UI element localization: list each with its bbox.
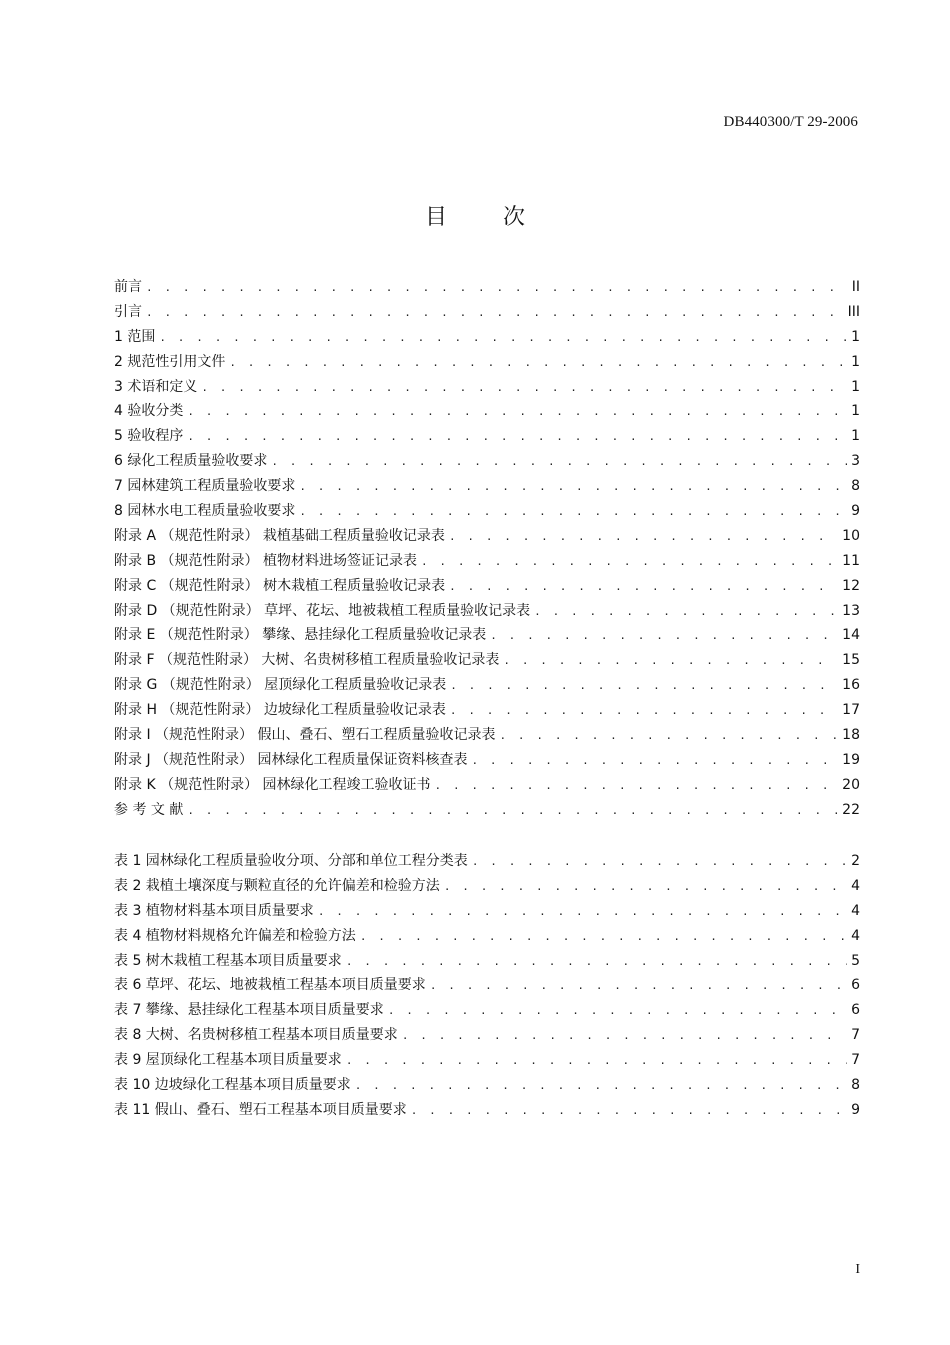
toc-entry-label: 6 绿化工程质量验收要求 [114, 453, 268, 470]
dot-leader [271, 450, 847, 475]
toc-entry[interactable] [114, 350, 860, 375]
table-entry-page: 2 [851, 853, 860, 869]
toc-entry-page: 1 [851, 428, 860, 445]
toc-entry[interactable] [114, 748, 860, 773]
table-entry[interactable] [114, 1023, 860, 1048]
toc-entry-page: 1 [851, 353, 860, 370]
table-entry[interactable] [114, 849, 860, 874]
table-entry-label: 表 1 园林绿化工程质量验收分项、分部和单位工程分类表 [114, 853, 468, 869]
toc-entry[interactable] [114, 648, 860, 673]
toc-entry[interactable] [114, 300, 860, 325]
toc-entry[interactable] [114, 424, 860, 449]
toc-entry-label: 附录 B （规范性附录） 植物材料进场签证记录表 [114, 552, 417, 569]
toc-entry[interactable] [114, 375, 860, 400]
table-entry-label: 表 7 攀缘、悬挂绿化工程基本项目质量要求 [114, 1002, 384, 1019]
table-of-contents [114, 275, 860, 823]
dot-leader [503, 649, 838, 674]
toc-entry-page: III [847, 303, 860, 320]
table-entry[interactable] [114, 1073, 860, 1098]
table-entry[interactable] [114, 949, 860, 974]
table-entry-page: 7 [851, 1027, 860, 1044]
toc-entry-page: 1 [851, 403, 860, 420]
table-entry-page: 4 [851, 927, 860, 944]
table-entry-page: 4 [851, 877, 860, 894]
table-entry-label: 表 4 植物材料规格允许偏差和检验方法 [114, 927, 356, 944]
toc-entry-label: 附录 G （规范性附录） 屋顶绿化工程质量验收记录表 [114, 677, 447, 694]
dot-leader [346, 950, 847, 975]
table-entry-page: 7 [851, 1052, 860, 1069]
toc-entry-label: 3 术语和定义 [114, 378, 198, 395]
toc-entry-label: 附录 H （规范性附录） 边坡绿化工程质量验收记录表 [114, 702, 446, 719]
toc-entry-label: 2 规范性引用文件 [114, 353, 226, 370]
table-entry[interactable] [114, 899, 860, 924]
toc-entry-label: 5 验收程序 [114, 428, 184, 445]
dot-leader [388, 999, 847, 1024]
toc-entry[interactable] [114, 399, 860, 424]
toc-entry[interactable] [114, 549, 860, 574]
toc-entry[interactable] [114, 623, 860, 648]
toc-entry-page: 10 [842, 527, 860, 544]
table-entry-label: 表 5 树木栽植工程基本项目质量要求 [114, 952, 342, 969]
table-entry-label: 表 10 边坡绿化工程基本项目质量要求 [114, 1077, 351, 1094]
dot-leader [201, 376, 847, 401]
toc-entry-page: 18 [842, 727, 860, 744]
toc-entry-page: 17 [842, 702, 860, 719]
toc-entry-page: 8 [851, 478, 860, 495]
dot-leader [450, 674, 838, 699]
dot-leader [472, 850, 847, 875]
dot-leader [444, 875, 847, 900]
toc-entry-page: 15 [842, 652, 860, 669]
table-entry-label: 表 6 草坪、花坛、地被栽植工程基本项目质量要求 [114, 977, 426, 994]
table-entry-label: 表 8 大树、名贵树移植工程基本项目质量要求 [114, 1027, 398, 1044]
dot-leader [450, 699, 838, 724]
toc-entry[interactable] [114, 449, 860, 474]
toc-entry-page: 11 [842, 552, 860, 569]
dot-leader [411, 1099, 847, 1124]
toc-entry-label: 附录 C （规范性附录） 树木栽植工程质量验收记录表 [114, 577, 446, 594]
dot-leader [435, 774, 839, 799]
table-entry[interactable] [114, 924, 860, 949]
toc-entry-page: 13 [842, 602, 860, 619]
dot-leader [534, 600, 838, 625]
toc-entry-label: 引言 [114, 303, 142, 320]
toc-entry-label: 参 考 文 献 [114, 801, 184, 818]
dot-leader [229, 351, 847, 376]
dot-leader [159, 326, 847, 351]
dot-leader [299, 500, 847, 525]
dot-leader [318, 900, 847, 925]
toc-entry[interactable] [114, 275, 860, 300]
toc-entry-label: 附录 E （规范性附录） 攀缘、悬挂绿化工程质量验收记录表 [114, 627, 487, 644]
dot-leader [449, 525, 838, 550]
list-of-tables [114, 849, 860, 1123]
toc-entry-page: 16 [842, 677, 860, 694]
toc-entry-label: 4 验收分类 [114, 403, 184, 420]
toc-title: 目次 [424, 205, 581, 230]
toc-entry-page: 14 [842, 627, 860, 644]
table-entry-page: 4 [851, 902, 860, 919]
toc-entry-page: 1 [851, 328, 860, 345]
toc-entry-label: 8 园林水电工程质量验收要求 [114, 503, 296, 520]
table-entry-page: 6 [851, 1002, 860, 1019]
toc-entry-page: 22 [842, 801, 860, 818]
dot-leader [299, 475, 847, 500]
dot-leader [449, 575, 838, 600]
toc-entry-label: 附录 D （规范性附录） 草坪、花坛、地被栽植工程质量验收记录表 [114, 602, 531, 619]
table-entry[interactable] [114, 973, 860, 998]
table-entry-label: 表 9 屋顶绿化工程基本项目质量要求 [114, 1052, 342, 1069]
table-entry-page: 9 [851, 1101, 860, 1118]
toc-entry[interactable] [114, 325, 860, 350]
dot-leader [421, 550, 838, 575]
document-code: DB440300/T 29-2006 [723, 114, 858, 130]
toc-entry[interactable] [114, 773, 860, 798]
dot-leader [402, 1024, 847, 1049]
table-entry-page: 5 [851, 952, 860, 969]
toc-entry-page: 9 [851, 503, 860, 520]
toc-entry-page: II [851, 279, 860, 295]
table-entry-page: 6 [851, 977, 860, 994]
toc-entry-page: 3 [851, 453, 860, 470]
page-number: I [855, 1262, 860, 1277]
dot-leader [360, 925, 847, 950]
toc-entry-label: 附录 A （规范性附录） 栽植基础工程质量验收记录表 [114, 527, 445, 544]
table-entry[interactable] [114, 998, 860, 1023]
toc-entry-label: 附录 K （规范性附录） 园林绿化工程竣工验收证书 [114, 776, 431, 793]
dot-leader [187, 400, 847, 425]
toc-entry-label: 附录 I （规范性附录） 假山、叠石、塑石工程质量验收记录表 [114, 727, 496, 744]
toc-entry[interactable] [114, 673, 860, 698]
toc-entry[interactable] [114, 474, 860, 499]
toc-entry-page: 19 [842, 751, 860, 768]
dot-leader [355, 1074, 847, 1099]
dot-leader [471, 749, 838, 774]
toc-entry-label: 附录 F （规范性附录） 大树、名贵树移植工程质量验收记录表 [114, 652, 500, 669]
toc-entry-label: 7 园林建筑工程质量验收要求 [114, 478, 296, 495]
toc-entry-page: 20 [842, 776, 860, 793]
toc-entry-label: 附录 J （规范性附录） 园林绿化工程质量保证资料核查表 [114, 751, 468, 768]
toc-entry[interactable] [114, 499, 860, 524]
toc-entry-label: 前言 [114, 279, 142, 295]
dot-leader [499, 724, 838, 749]
toc-entry[interactable] [114, 698, 860, 723]
dot-leader [346, 1049, 847, 1074]
toc-entry[interactable] [114, 524, 860, 549]
dot-leader [187, 799, 838, 824]
toc-entry[interactable] [114, 798, 860, 823]
toc-entry-label: 1 范围 [114, 328, 156, 345]
dot-leader [146, 301, 844, 326]
toc-entry[interactable] [114, 723, 860, 748]
table-entry[interactable] [114, 1048, 860, 1073]
table-entry-label: 表 11 假山、叠石、塑石工程基本项目质量要求 [114, 1101, 407, 1118]
table-entry-page: 8 [851, 1077, 860, 1094]
dot-leader [187, 425, 847, 450]
table-entry[interactable] [114, 1098, 860, 1123]
toc-entry[interactable] [114, 574, 860, 599]
dot-leader [430, 974, 847, 999]
table-entry[interactable] [114, 874, 860, 899]
dot-leader [490, 624, 838, 649]
toc-entry-page: 1 [851, 378, 860, 395]
toc-entry-page: 12 [842, 577, 860, 594]
table-entry-label: 表 2 栽植土壤深度与颗粒直径的允许偏差和检验方法 [114, 877, 440, 894]
toc-entry[interactable] [114, 599, 860, 624]
dot-leader [146, 276, 848, 301]
table-entry-label: 表 3 植物材料基本项目质量要求 [114, 902, 314, 919]
